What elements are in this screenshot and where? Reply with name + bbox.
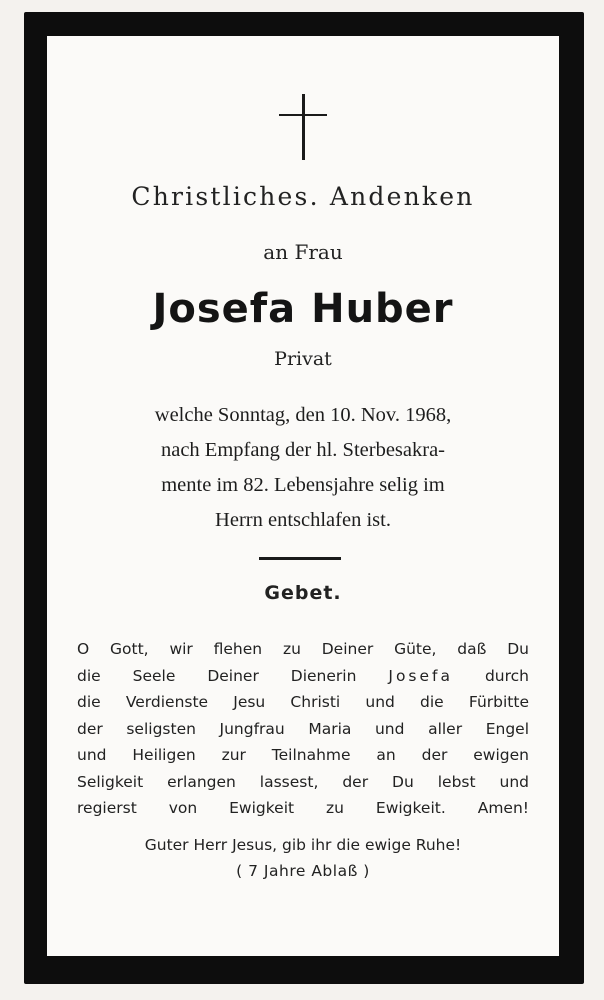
prayer-line: Seligkeit erlangen lassest, der Du lebst und: [77, 772, 529, 791]
prayer-line: regierst von Ewigkeit zu Ewigkeit. Amen!: [77, 799, 529, 817]
notice-line: nach Empfang der hl. Sterbesakra-: [160, 439, 446, 461]
deceased-occupation: Privat: [274, 348, 332, 370]
prayer-line: O Gott, wir flehen zu Deiner Güte, daß Du: [77, 640, 529, 658]
notice-line: welche Sonntag, den 10. Nov. 1968,: [154, 404, 452, 426]
prayer-line: und Heiligen zur Teilnahme an der ewigen: [77, 746, 529, 764]
indulgence-note: ( 7 Jahre Ablaß ): [236, 862, 370, 880]
notice-line: mente im 82. Lebensjahre selig im: [161, 474, 445, 496]
death-notice: [47, 398, 559, 538]
card-title: Christliches. Andenken: [131, 182, 475, 211]
prayer-name-spaced: Josefa: [388, 666, 453, 685]
closing-line: Guter Herr Jesus, gib ihr die ewige Ruhe!: [144, 836, 462, 854]
notice-line: Herrn entschlafen ist.: [215, 509, 391, 531]
divider: [259, 557, 341, 560]
prayer-line-part: die Seele Deiner Dienerin: [77, 666, 357, 685]
prayer-line: die Verdienste Jesu Christi und die Fürbitte: [77, 693, 529, 711]
prayer-title: Gebet.: [264, 582, 342, 604]
prayer-text: [77, 636, 529, 822]
deceased-name: Josefa Huber: [152, 286, 454, 332]
memorial-card: [47, 36, 559, 956]
card-subtitle: an Frau: [263, 240, 343, 264]
prayer-line-part: durch: [484, 666, 529, 685]
prayer-line: der seligsten Jungfrau Maria und aller Engel: [77, 719, 529, 738]
prayer-line: [77, 663, 529, 690]
